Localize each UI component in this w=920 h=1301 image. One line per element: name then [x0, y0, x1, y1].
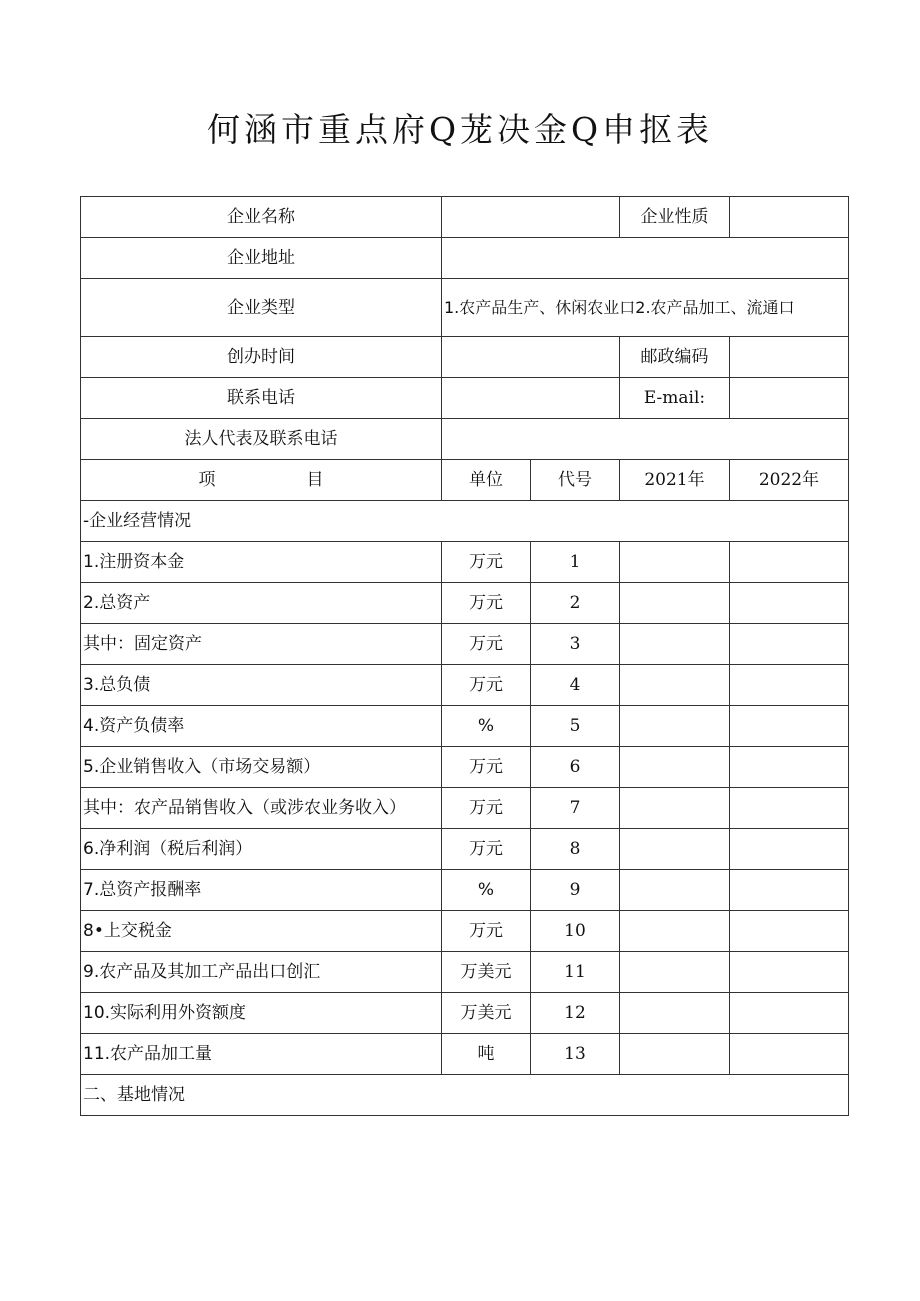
- row-value-2022[interactable]: [730, 542, 849, 583]
- application-form-table: [80, 196, 849, 1116]
- row-unit: 万美元: [442, 993, 531, 1034]
- row-code: 4: [531, 665, 620, 706]
- row-value-2021[interactable]: [620, 993, 730, 1034]
- row-column-header: [81, 460, 849, 501]
- row-value-2021[interactable]: [620, 911, 730, 952]
- row-item-label: 5.企业销售收入（市场交易额）: [81, 747, 442, 788]
- row-item-label: 8•上交税金: [81, 911, 442, 952]
- row-item-label: 11.农产品加工量: [81, 1034, 442, 1075]
- company-name-field[interactable]: [442, 197, 620, 238]
- row-company-type: [81, 279, 849, 337]
- row-phone: [81, 378, 849, 419]
- table-row: [81, 911, 849, 952]
- row-code: 2: [531, 583, 620, 624]
- table-row: [81, 1034, 849, 1075]
- header-item-a: 项: [198, 470, 216, 490]
- row-item-label: 其中：固定资产: [81, 624, 442, 665]
- row-code: 9: [531, 870, 620, 911]
- company-nature-field[interactable]: [730, 197, 849, 238]
- postcode-label: 邮政编码: [620, 337, 730, 378]
- header-item-b: 目: [306, 470, 324, 490]
- row-code: 6: [531, 747, 620, 788]
- row-value-2021[interactable]: [620, 870, 730, 911]
- page-title: 何涵市重点府Q茏决金Q申抠表: [206, 110, 714, 149]
- table-row: [81, 870, 849, 911]
- row-value-2022[interactable]: [730, 829, 849, 870]
- table-row: [81, 993, 849, 1034]
- row-value-2022[interactable]: [730, 911, 849, 952]
- row-item-label: 2.总资产: [81, 583, 442, 624]
- data-rows: [81, 542, 849, 1075]
- table-row: [81, 706, 849, 747]
- row-value-2022[interactable]: [730, 952, 849, 993]
- row-company-name: [81, 197, 849, 238]
- row-code: 11: [531, 952, 620, 993]
- header-year-2021: 2021年: [620, 460, 730, 501]
- header-year-2022: 2022年: [730, 460, 849, 501]
- row-value-2021[interactable]: [620, 542, 730, 583]
- row-unit: 万美元: [442, 952, 531, 993]
- company-nature-label: 企业性质: [620, 197, 730, 238]
- row-legal-rep: [81, 419, 849, 460]
- row-value-2021[interactable]: [620, 706, 730, 747]
- row-unit: 万元: [442, 624, 531, 665]
- founded-field[interactable]: [442, 337, 620, 378]
- row-item-label: 4.资产负债率: [81, 706, 442, 747]
- row-value-2022[interactable]: [730, 788, 849, 829]
- row-code: 3: [531, 624, 620, 665]
- company-type-label: 企业类型: [81, 279, 442, 337]
- row-unit: 万元: [442, 542, 531, 583]
- company-type-options[interactable]: 1.农产品生产、休闲农业口2.农产品加工、流通口: [442, 279, 849, 337]
- row-item-label: 1.注册资本金: [81, 542, 442, 583]
- phone-label: 联系电话: [81, 378, 442, 419]
- company-address-field[interactable]: [442, 238, 849, 279]
- row-code: 1: [531, 542, 620, 583]
- row-code: 10: [531, 911, 620, 952]
- row-value-2022[interactable]: [730, 993, 849, 1034]
- header-item: [81, 460, 442, 501]
- row-item-label: 其中：农产品销售收入（或涉农业务收入）: [81, 788, 442, 829]
- company-name-label: 企业名称: [81, 197, 442, 238]
- row-unit: 万元: [442, 829, 531, 870]
- founded-label: 创办时间: [81, 337, 442, 378]
- email-label: E-mail:: [620, 378, 730, 419]
- row-item-label: 3.总负债: [81, 665, 442, 706]
- row-code: 7: [531, 788, 620, 829]
- table-row: [81, 952, 849, 993]
- row-code: 8: [531, 829, 620, 870]
- row-value-2022[interactable]: [730, 1034, 849, 1075]
- row-item-label: 9.农产品及其加工产品出口创汇: [81, 952, 442, 993]
- row-item-label: 10.实际利用外资额度: [81, 993, 442, 1034]
- section-business-title: -企业经营情况: [81, 501, 849, 542]
- legal-rep-field[interactable]: [442, 419, 849, 460]
- row-code: 12: [531, 993, 620, 1034]
- email-field[interactable]: [730, 378, 849, 419]
- row-unit: 万元: [442, 788, 531, 829]
- row-item-label: 6.净利润（税后利润）: [81, 829, 442, 870]
- header-code: 代号: [531, 460, 620, 501]
- row-item-label: 7.总资产报酬率: [81, 870, 442, 911]
- table-row: [81, 788, 849, 829]
- table-row: [81, 665, 849, 706]
- header-unit: 单位: [442, 460, 531, 501]
- row-value-2022[interactable]: [730, 870, 849, 911]
- row-value-2021[interactable]: [620, 747, 730, 788]
- row-unit: 万元: [442, 583, 531, 624]
- row-founded: [81, 337, 849, 378]
- row-section-base: [81, 1075, 849, 1116]
- table-row: [81, 624, 849, 665]
- row-code: 5: [531, 706, 620, 747]
- row-value-2022[interactable]: [730, 665, 849, 706]
- table-row: [81, 583, 849, 624]
- row-code: 13: [531, 1034, 620, 1075]
- row-value-2021[interactable]: [620, 952, 730, 993]
- row-unit: 万元: [442, 911, 531, 952]
- table-row: [81, 829, 849, 870]
- row-value-2021[interactable]: [620, 583, 730, 624]
- row-value-2021[interactable]: [620, 624, 730, 665]
- row-section-business: [81, 501, 849, 542]
- row-company-address: [81, 238, 849, 279]
- row-value-2021[interactable]: [620, 829, 730, 870]
- row-unit: 万元: [442, 747, 531, 788]
- row-value-2022[interactable]: [730, 706, 849, 747]
- row-unit: 吨: [442, 1034, 531, 1075]
- row-value-2022[interactable]: [730, 583, 849, 624]
- row-unit: %: [442, 706, 531, 747]
- row-value-2022[interactable]: [730, 624, 849, 665]
- company-address-label: 企业地址: [81, 238, 442, 279]
- postcode-field[interactable]: [730, 337, 849, 378]
- legal-rep-label: 法人代表及联系电话: [81, 419, 442, 460]
- section-base-title: 二、基地情况: [81, 1075, 849, 1116]
- row-value-2021[interactable]: [620, 788, 730, 829]
- row-unit: %: [442, 870, 531, 911]
- row-value-2021[interactable]: [620, 1034, 730, 1075]
- row-value-2021[interactable]: [620, 665, 730, 706]
- table-row: [81, 542, 849, 583]
- row-value-2022[interactable]: [730, 747, 849, 788]
- table-row: [81, 747, 849, 788]
- phone-field[interactable]: [442, 378, 620, 419]
- row-unit: 万元: [442, 665, 531, 706]
